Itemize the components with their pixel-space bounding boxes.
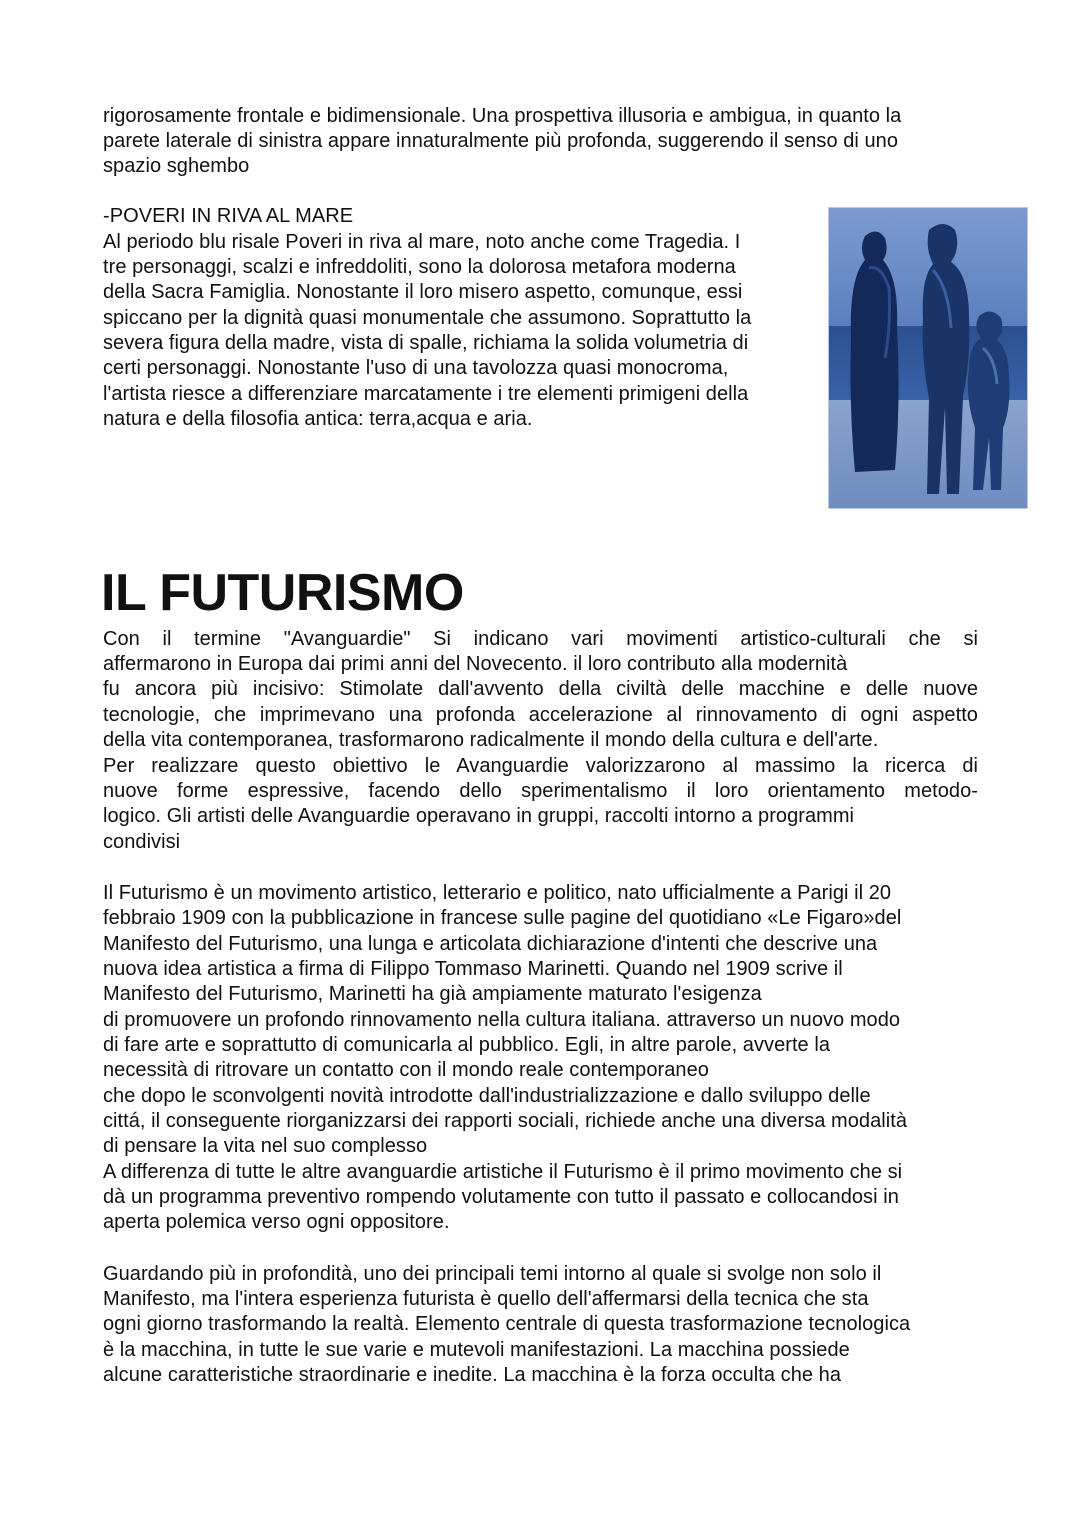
paragraph-line: di fare arte e soprattutto di comunicarla al pubblico. Egli, in altre parole, avverte la: [103, 1034, 831, 1056]
paragraph-line: Guardando più in profondità, uno dei principali temi intorno al quale si svolge non solo il: [103, 1263, 882, 1285]
paragraph-line: affermarono in Europa dai primi anni del Novecento. il loro contributo alla modernità: [103, 653, 848, 675]
paragraph-line: fu ancora più incisivo: Stimolate dall'avvento della civiltà delle macchine e delle nuove: [103, 678, 978, 700]
intro-line: spazio sghembo: [103, 155, 250, 177]
paragraph-line: cittá, il conseguente riorganizzarsi dei rapporti sociali, richiede anche una diversa modalità: [103, 1110, 908, 1132]
paragraph-line: logico. Gli artisti delle Avanguardie operavano in gruppi, raccolti intorno a programmi: [103, 805, 855, 827]
paragraph-line: A differenza di tutte le altre avanguardie artistiche il Futurismo è il primo movimento che si: [103, 1161, 903, 1183]
poveri-line: certi personaggi. Nonostante l'uso di una tavolozza quasi monocroma,: [103, 357, 729, 379]
painting-poveri-in-riva-al-mare: [828, 207, 1028, 509]
paragraph-line: che dopo le sconvolgenti novità introdotte dall'industrializzazione e dallo sviluppo delle: [103, 1085, 871, 1107]
poveri-line: spiccano per la dignità quasi monumentale che assumono. Soprattutto la: [103, 307, 752, 329]
paragraph-line: Per realizzare questo obiettivo le Avanguardie valorizzarono al massimo la ricerca di: [103, 755, 978, 777]
page-title: IL FUTURISMO: [101, 564, 464, 622]
paragraph-line: della vita contemporanea, trasformarono radicalmente il mondo della cultura e dell'arte.: [103, 729, 879, 751]
paragraph-line: Il Futurismo è un movimento artistico, letterario e politico, nato ufficialmente a Parigi il 20: [103, 882, 892, 904]
paragraph-line: nuova idea artistica a firma di Filippo Tommaso Marinetti. Quando nel 1909 scrive il: [103, 958, 843, 980]
paragraph-line: alcune caratteristiche straordinarie e inedite. La macchina è la forza occulta che ha: [103, 1364, 841, 1386]
paragraph-line: necessità di ritrovare un contatto con il mondo reale contemporaneo: [103, 1059, 709, 1081]
paragraph-line: nuove forme espressive, facendo dello sperimentalismo il loro orientamento metodo-: [103, 780, 978, 802]
poveri-line: tre personaggi, scalzi e infreddoliti, sono la dolorosa metafora moderna: [103, 256, 736, 278]
paragraph-line: di pensare la vita nel suo complesso: [103, 1135, 428, 1157]
paragraph-line: condivisi: [103, 831, 181, 853]
intro-line: parete laterale di sinistra appare innaturalmente più profonda, suggerendo il senso di uno: [103, 130, 899, 152]
poveri-line: natura e della filosofia antica: terra,acqua e aria.: [103, 408, 533, 430]
poveri-line: Al periodo blu risale Poveri in riva al mare, noto anche come Tragedia. I: [103, 231, 741, 253]
paragraph-line: tecnologie, che imprimevano una profonda accelerazione al rinnovamento di ogni aspetto: [103, 704, 978, 726]
poveri-line: severa figura della madre, vista di spalle, richiama la solida volumetria di: [103, 332, 749, 354]
poveri-line: l'artista riesce a differenziare marcatamente i tre elementi primigeni della: [103, 383, 749, 405]
paragraph-line: Manifesto del Futurismo, Marinetti ha già ampiamente maturato l'esigenza: [103, 983, 762, 1005]
paragraph-line: Manifesto, ma l'intera esperienza futurista è quello dell'affermarsi della tecnica che sta: [103, 1288, 869, 1310]
paragraph-line: Manifesto del Futurismo, una lunga e articolata dichiarazione d'intenti che descrive una: [103, 933, 878, 955]
paragraph-line: Con il termine "Avanguardie" Si indicano vari movimenti artistico-culturali che si: [103, 628, 978, 650]
paragraph-line: ogni giorno trasformando la realtà. Elemento centrale di questa trasformazione tecnologica: [103, 1313, 911, 1335]
intro-line: rigorosamente frontale e bidimensionale. Una prospettiva illusoria e ambigua, in quanto la: [103, 105, 902, 127]
section-heading-poveri: -POVERI IN RIVA AL MARE: [103, 205, 354, 227]
paragraph-line: aperta polemica verso ogni oppositore.: [103, 1211, 450, 1233]
paragraph-line: febbraio 1909 con la pubblicazione in francese sulle pagine del quotidiano «Le Figaro»del: [103, 907, 902, 929]
poveri-line: della Sacra Famiglia. Nonostante il loro misero aspetto, comunque, essi: [103, 281, 743, 303]
paragraph-line: dà un programma preventivo rompendo volutamente con tutto il passato e collocandosi in: [103, 1186, 899, 1208]
paragraph-line: è la macchina, in tutte le sue varie e mutevoli manifestazioni. La macchina possiede: [103, 1339, 850, 1361]
paragraph-line: di promuovere un profondo rinnovamento nella cultura italiana. attraverso un nuovo modo: [103, 1009, 901, 1031]
